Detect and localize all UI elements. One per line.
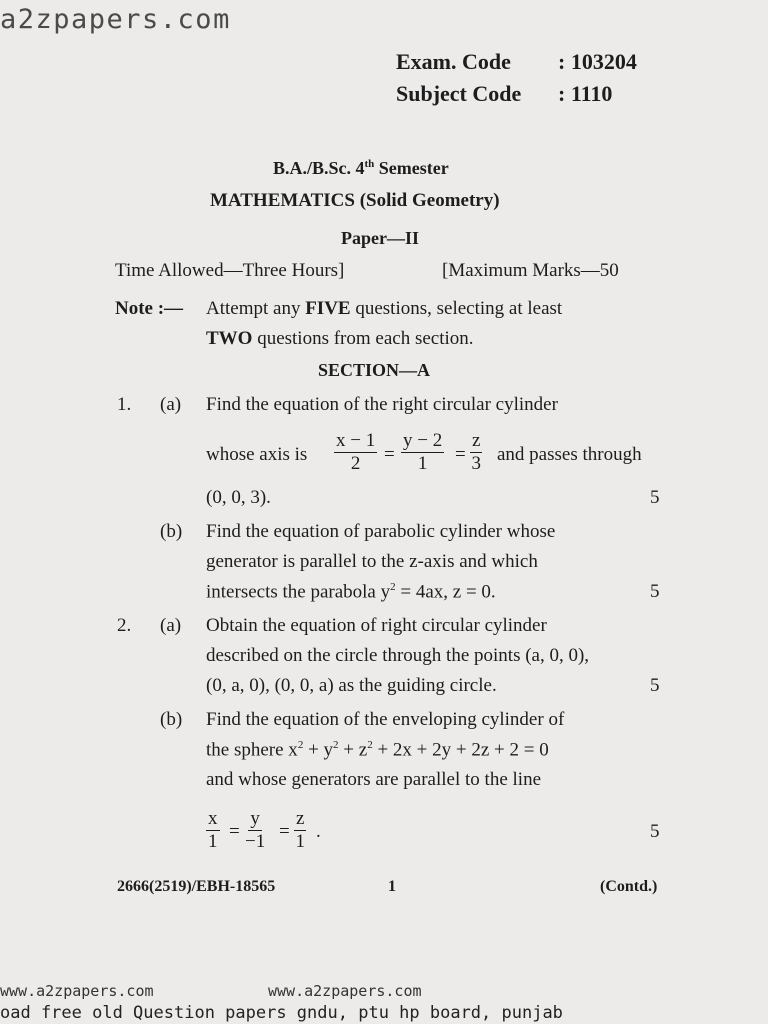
q1-number: 1. xyxy=(117,394,132,415)
note-text-1c: questions, selecting at least xyxy=(350,298,563,319)
note-text-2b: questions from each section. xyxy=(252,328,474,349)
q2b-l2-b: + y xyxy=(303,739,334,761)
note-line-1 xyxy=(206,298,562,320)
q1a-fraction-3 xyxy=(470,430,482,475)
subject-title: MATHEMATICS (Solid Geometry) xyxy=(210,190,500,211)
footer-page-number: 1 xyxy=(388,878,396,895)
q2b-f1-num: x xyxy=(208,808,218,829)
q2b-f3-den: 1 xyxy=(295,831,305,852)
q1b-line-2: generator is parallel to the z-axis and which xyxy=(206,551,538,572)
q2b-line-1: Find the equation of the enveloping cylinder of xyxy=(206,709,565,730)
q1a-marks: 5 xyxy=(650,487,660,508)
course-text: B.A./B.Sc. 4 xyxy=(273,158,365,178)
q2b-period: . xyxy=(316,821,321,842)
q1b-line-3-sup: 2 xyxy=(390,581,396,593)
q1a-line-2-pre: whose axis is xyxy=(206,444,308,465)
q2b-f1-den: 1 xyxy=(208,831,218,852)
q1b-marks: 5 xyxy=(650,581,660,602)
q2b-l2-c: + z xyxy=(338,739,368,761)
subject-code-value: : 1110 xyxy=(558,81,613,106)
q2b-fraction-3 xyxy=(294,808,306,853)
note-text-2a: TWO xyxy=(206,328,253,349)
q2a-line-3: (0, a, 0), (0, 0, a) as the guiding circle. xyxy=(206,675,497,696)
q1a-fraction-1 xyxy=(334,430,377,475)
q1b-line-3 xyxy=(206,581,496,603)
watermark-bottom-line: oad free old Question papers gndu, ptu hp board, punjab xyxy=(0,1003,563,1023)
watermark-top: a2zpapers.com xyxy=(0,4,231,35)
q2b-f3-num: z xyxy=(296,808,305,829)
q1a-equals-2: = xyxy=(455,444,466,465)
note-text-1b: FIVE xyxy=(305,298,351,319)
maximum-marks: [Maximum Marks—50 xyxy=(442,260,619,281)
q2a-line-1: Obtain the equation of right circular cylinder xyxy=(206,615,547,636)
q1a-line-3: (0, 0, 3). xyxy=(206,487,271,508)
q2b-l2-a: the sphere x xyxy=(206,739,298,761)
q1b-line-1: Find the equation of parabolic cylinder whose xyxy=(206,521,556,542)
course-title xyxy=(273,158,449,179)
q1b-label: (b) xyxy=(160,521,183,542)
q2b-fraction-1 xyxy=(206,808,220,853)
q2a-label: (a) xyxy=(160,615,182,636)
exam-code-label: Exam. Code xyxy=(396,49,511,74)
subject-code-label: Subject Code xyxy=(396,81,522,106)
q1a-line-2-post: and passes through xyxy=(497,444,642,465)
q1b-line-3-pre: intersects the parabola y xyxy=(206,581,391,603)
q1a-f3-den: 3 xyxy=(471,453,481,474)
time-allowed: Time Allowed—Three Hours] xyxy=(115,260,345,281)
course-rest: Semester xyxy=(374,158,449,178)
paper-title: Paper—II xyxy=(341,228,419,248)
q2b-l2-d: + 2x + 2y + 2z + 2 = 0 xyxy=(372,739,549,761)
q2a-line-2: described on the circle through the points (a, 0, 0), xyxy=(206,645,590,666)
footer-code: 2666(2519)/EBH-18565 xyxy=(117,878,276,895)
course-sup: th xyxy=(364,158,375,170)
q2b-equals-2: = xyxy=(279,821,290,842)
note-text-1a: Attempt any xyxy=(206,298,306,319)
q1a-label: (a) xyxy=(160,394,182,415)
watermark-bottom-center: www.a2zpapers.com xyxy=(268,982,422,1000)
q2-number: 2. xyxy=(117,615,132,636)
q1a-f2-den: 1 xyxy=(417,453,428,474)
q1a-f2-num: y − 2 xyxy=(403,430,443,451)
q1b-line-3-post: = 4ax, z = 0. xyxy=(395,581,496,603)
q1a-f1-num: x − 1 xyxy=(336,430,376,451)
footer-contd: (Contd.) xyxy=(600,878,658,895)
q2b-sup-2: 2 xyxy=(333,739,339,751)
q2b-line-2 xyxy=(206,739,549,761)
q1a-equals-1: = xyxy=(384,444,395,465)
q1a-line-1: Find the equation of the right circular cylinder xyxy=(206,394,558,415)
q2b-f2-den: −1 xyxy=(245,831,266,852)
q2b-line-3: and whose generators are parallel to the line xyxy=(206,769,541,790)
note-label: Note :— xyxy=(115,298,184,319)
exam-code-value: : 103204 xyxy=(558,49,637,74)
q2b-fraction-2 xyxy=(245,808,265,853)
q2b-f2-num: y xyxy=(250,808,260,829)
q1a-f3-num: z xyxy=(472,430,481,451)
q1a-fraction-2 xyxy=(401,430,444,475)
q2b-sup-3: 2 xyxy=(367,739,373,751)
note-line-2 xyxy=(206,328,474,350)
q1a-f1-den: 2 xyxy=(350,453,361,474)
q2b-marks: 5 xyxy=(650,821,660,842)
watermark-bottom-left: www.a2zpapers.com xyxy=(0,982,154,1000)
q2a-marks: 5 xyxy=(650,675,660,696)
q2b-sup-1: 2 xyxy=(297,739,304,751)
q2b-equals-1: = xyxy=(229,821,240,842)
section-heading: SECTION—A xyxy=(318,360,431,380)
q2b-label: (b) xyxy=(160,709,183,730)
